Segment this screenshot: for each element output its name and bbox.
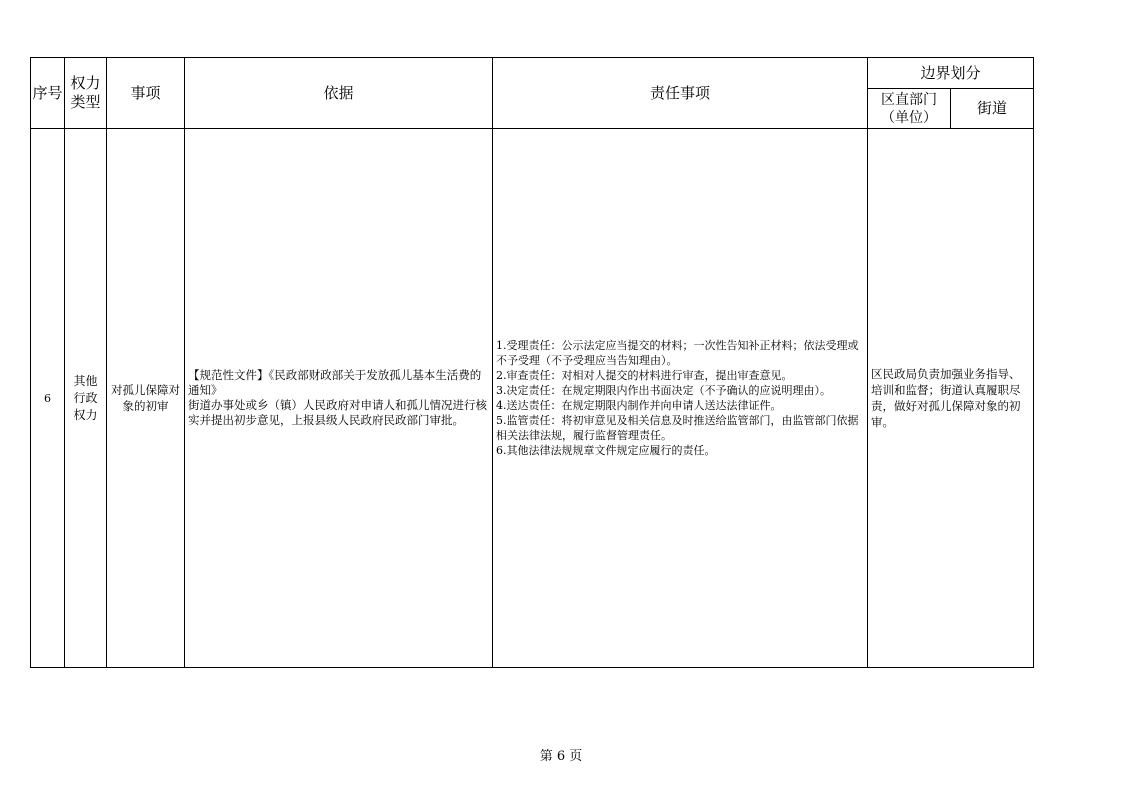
header-district-dept-label: 区直部门（单位） [881,91,937,126]
basis-title: 【规范性文件】《民政部财政部关于发放孤儿基本生活费的通知》 [188,368,482,397]
responsibility-item: 4.送达责任：在规定期限内制作并向申请人送达法律证件。 [496,399,782,412]
header-power-type-label: 权力类型 [70,74,101,111]
row-power-type-text: 其他行政权力 [73,373,98,422]
responsibility-item: 3.决定责任：在规定期限内作出书面决定（不予确认的应说明理由）。 [496,384,831,397]
header-street: 街道 [951,89,1034,129]
responsibility-item: 1.受理责任：公示法定应当提交的材料；一次性告知补正材料；依法受理或不予受理（不予受理应当告知理由）。 [496,339,859,367]
header-seq: 序号 [31,58,65,129]
header-responsibility: 责任事项 [493,58,868,129]
row-item-text: 对孤儿保障对象的初审 [111,383,180,413]
responsibility-item: 6.其他法律法规规章文件规定应履行的责任。 [496,444,716,457]
row-boundary [868,129,1034,668]
header-item: 事项 [107,58,185,129]
header-district-dept [868,89,951,129]
responsibility-table [30,57,1034,668]
basis-body: 街道办事处或乡（镇）人民政府对申请人和孤儿情况进行核实并提出初步意见，上报县级人民政府民政部门审批。 [188,398,487,427]
row-basis [185,129,493,668]
header-boundary: 边界划分 [868,58,1034,89]
boundary-text: 区民政局负责加强业务指导、培训和监督；街道认真履职尽责，做好对孤儿保障对象的初审。 [871,367,1021,429]
header-basis: 依据 [185,58,493,129]
row-seq: 6 [31,129,65,668]
row-responsibilities [493,129,868,668]
responsibility-item: 2.审查责任：对相对人提交的材料进行审查，提出审查意见。 [496,369,793,382]
row-item [107,129,185,668]
row-power-type [65,129,107,668]
responsibility-item: 5.监管责任：将初审意见及相关信息及时推送给监管部门，由监管部门依据相关法律法规，履行监督管理责任。 [496,414,859,442]
page-number: 第 6 页 [539,749,583,764]
header-power-type [65,58,107,129]
